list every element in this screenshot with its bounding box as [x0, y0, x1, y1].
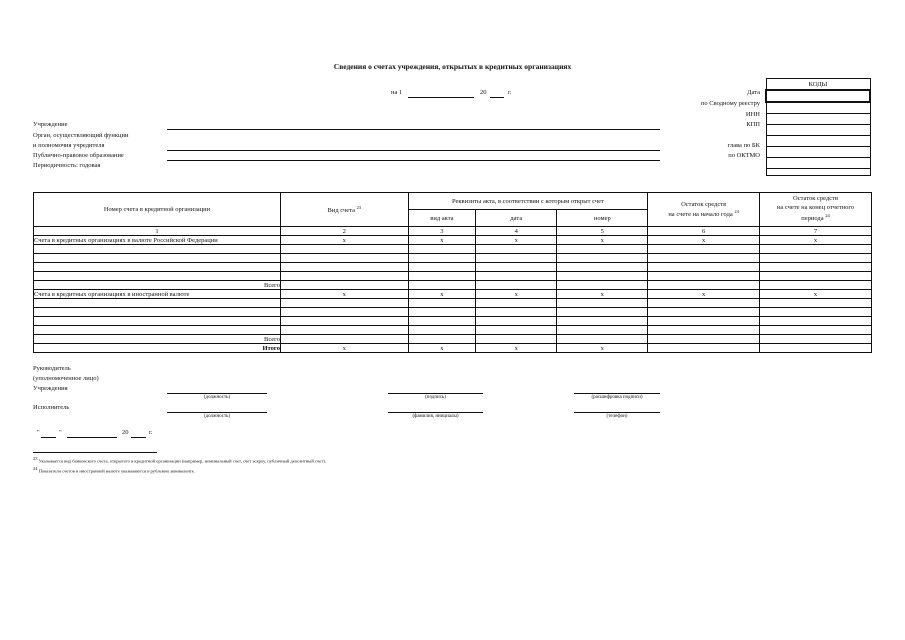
- col-number-3: 3: [408, 227, 476, 236]
- total-rf-label: Всего: [34, 281, 281, 290]
- table-row[interactable]: [34, 254, 872, 263]
- caption-signature: (подпись): [425, 395, 446, 400]
- header-balance-end: Остаток средств на счете на конец отчетного периода $^{24}$: [760, 193, 872, 227]
- cell-x: x: [476, 344, 557, 353]
- footnote-23: [33, 457, 326, 464]
- code-cell-inn[interactable]: [766, 114, 870, 125]
- sign-date-suffix: г.: [149, 429, 153, 436]
- sign-date-quote-close: ": [59, 429, 62, 436]
- section-rf-label: Счета в кредитных организациях в валюте Российской Федерации: [34, 236, 281, 245]
- form-title: Сведения о счетах учреждения, открытых в кредитных организациях: [333, 62, 572, 71]
- head-decoding-field[interactable]: [574, 393, 660, 394]
- label-authority-1: Орган, осуществляющий функции: [33, 132, 129, 139]
- codes-table: [765, 78, 871, 176]
- date-prefix: на 1: [391, 89, 403, 96]
- code-cell-kpp[interactable]: [766, 125, 870, 136]
- label-authority-2: и полномочия учредителя: [33, 142, 105, 149]
- col-number-5: 5: [557, 227, 648, 236]
- code-label-oktmo: по ОКТМО: [728, 152, 760, 159]
- header-act-date: дата: [476, 210, 557, 227]
- date-year-prefix: 20: [480, 89, 487, 96]
- header-act-number: номер: [557, 210, 648, 227]
- sign-date-year-prefix: 20: [122, 429, 129, 436]
- head-signature-field[interactable]: [388, 393, 483, 394]
- cell-x: x: [557, 344, 648, 353]
- cell-x: x: [280, 290, 408, 299]
- code-label-registry: по Сводному реестру: [700, 100, 760, 107]
- header-balance-start: Остаток средств на счете на начало года $^{24}$: [648, 193, 760, 227]
- table-row[interactable]: [34, 317, 872, 326]
- sign-date-year-field[interactable]: [131, 437, 146, 438]
- cell-x: x: [648, 236, 760, 245]
- table-row[interactable]: [34, 263, 872, 272]
- table-row[interactable]: [34, 299, 872, 308]
- cell-x: x: [408, 290, 476, 299]
- code-label-date: Дата: [747, 89, 760, 96]
- code-cell-date[interactable]: [766, 90, 870, 102]
- label-head-2: (уполномоченное лицо): [33, 375, 99, 382]
- caption-position: (должность): [203, 395, 231, 400]
- cell-x: x: [648, 290, 760, 299]
- caption-decoding: (расшифровка подписи): [591, 395, 643, 400]
- accounts-table: [33, 192, 872, 353]
- footnote-23-mark: 23: [33, 456, 38, 461]
- col-number-2: 2: [280, 227, 408, 236]
- public-entity-field[interactable]: [167, 160, 660, 161]
- label-head-1: Руководитель: [33, 365, 71, 372]
- table-row-grand-total: [34, 344, 872, 353]
- note-23-ref: 23: [356, 204, 362, 210]
- institution-field[interactable]: [167, 129, 660, 130]
- authority-field[interactable]: [167, 150, 660, 151]
- header-account-number: Номер счета в кредитной организации: [34, 193, 281, 227]
- total-foreign-label: Всего: [34, 335, 281, 344]
- label-executor: Исполнитель: [33, 404, 70, 411]
- cell-x: x: [557, 290, 648, 299]
- table-row-total-foreign: [34, 335, 872, 344]
- grand-total-label: Итого: [34, 344, 281, 353]
- footnote-24-text: Показатели счетов в иностранной валюте указываются в рублевом эквиваленте.: [38, 468, 195, 474]
- cell-x: x: [280, 236, 408, 245]
- label-periodicity: Периодичность: годовая: [33, 162, 101, 169]
- col-number-1: 1: [34, 227, 281, 236]
- code-cell-registry[interactable]: [766, 102, 870, 114]
- col-number-4: 4: [476, 227, 557, 236]
- label-institution: Учреждение: [33, 121, 68, 128]
- footnote-24: [33, 467, 195, 474]
- table-row-total-rf: [34, 281, 872, 290]
- head-position-field[interactable]: [167, 393, 267, 394]
- sign-date-day-field[interactable]: [41, 437, 56, 438]
- caption-phone: (телефон): [606, 414, 628, 419]
- footnote-23-text: Указывается вид банковского счета, открытого в кредитной организации (например, номинальный счет, счет эскроу, публичный депозитный счет).: [38, 458, 326, 464]
- date-year-field[interactable]: [490, 97, 504, 98]
- col-number-6: 6: [648, 227, 760, 236]
- cell-x: x: [476, 236, 557, 245]
- footnote-divider: [33, 452, 157, 453]
- footnote-24-mark: 24: [33, 466, 38, 471]
- date-suffix: г.: [508, 89, 512, 96]
- executor-phone-field[interactable]: [574, 412, 660, 413]
- executor-fio-field[interactable]: [388, 412, 483, 413]
- header-account-type: Вид счета $^{23}$: [280, 193, 408, 227]
- cell-x: x: [760, 290, 872, 299]
- codes-heading: КОДЫ: [766, 79, 870, 91]
- cell-x: x: [476, 290, 557, 299]
- sign-date-quote-open: ": [37, 429, 40, 436]
- label-head-3: Учреждения: [33, 385, 68, 392]
- code-cell-empty[interactable]: [766, 136, 870, 147]
- code-cell-bk[interactable]: [766, 147, 870, 158]
- header-act-details: Реквизиты акта, в соответствии с которым открыт счет: [408, 193, 648, 210]
- cell-x: x: [557, 236, 648, 245]
- table-row[interactable]: [34, 245, 872, 254]
- code-cell-oktmo[interactable]: [766, 158, 870, 169]
- header-act-type: вид акта: [408, 210, 476, 227]
- table-row[interactable]: [34, 326, 872, 335]
- cell-x: x: [280, 344, 408, 353]
- sign-date-month-field[interactable]: [67, 437, 117, 438]
- caption-position-2: (должность): [203, 414, 231, 419]
- section-foreign-label: Счета в кредитных организациях в иностранной валюте: [34, 290, 281, 299]
- code-label-kpp: КПП: [746, 121, 760, 128]
- table-row[interactable]: [34, 272, 872, 281]
- code-label-bk: глава по БК: [727, 142, 760, 149]
- code-label-inn: ИНН: [745, 111, 760, 118]
- label-public-entity: Публично-правовое образование: [33, 152, 124, 159]
- table-row-section-rf: [34, 236, 872, 245]
- date-day-month-field[interactable]: [408, 97, 474, 98]
- caption-fio: (фамилия, инициалы): [412, 414, 459, 419]
- cell-x: x: [408, 236, 476, 245]
- table-row[interactable]: [34, 308, 872, 317]
- code-cell-empty-2[interactable]: [766, 169, 870, 176]
- col-number-7: 7: [760, 227, 872, 236]
- executor-position-field[interactable]: [167, 412, 267, 413]
- cell-x: x: [760, 236, 872, 245]
- table-row-section-foreign: [34, 290, 872, 299]
- cell-x: x: [408, 344, 476, 353]
